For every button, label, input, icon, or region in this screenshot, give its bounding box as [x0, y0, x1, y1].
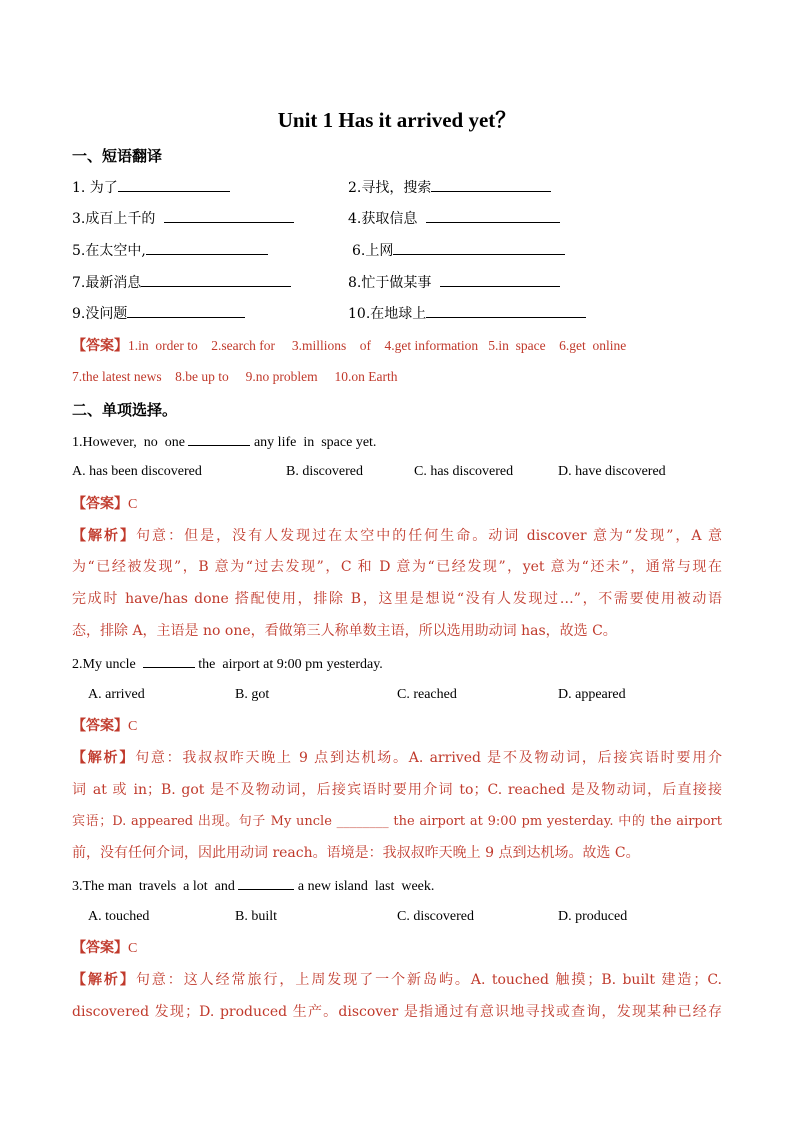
- answer-blank[interactable]: [118, 177, 230, 192]
- q2-option-a[interactable]: A. arrived: [88, 687, 145, 702]
- q1-analysis-line-4: 态，排除 A，主语是 no one，看做第三人称单数主语，所以选用助动词 has，故选 C。: [72, 623, 617, 639]
- q3-option-a[interactable]: A. touched: [88, 909, 150, 924]
- phrase-item-4: 4.获取信息: [348, 208, 560, 229]
- q2-option-d[interactable]: D. appeared: [558, 687, 626, 702]
- phrase-item-9: 9.没问题: [72, 303, 352, 324]
- q2-analysis-line-3: 宾语；D. appeared 出现。句子 My uncle ________ the airport at 9:00 pm yesterday. 中的 the airport: [72, 814, 722, 829]
- q2-analysis-line-2: 词 at 或 in；B. got 是不及物动词，后接宾语时要用介词 to；C. reached 是及物动词，后直接接: [72, 782, 722, 798]
- phrase-item-1: 1. 为了: [72, 177, 352, 198]
- phrase-item-10: 10.在地球上: [348, 303, 586, 324]
- answer-text: 1.in order to 2.search for 3.millions of 4.get information 5.in space 6.get online: [128, 338, 627, 353]
- answer-blank[interactable]: [426, 208, 560, 223]
- q3-option-b[interactable]: B. built: [235, 909, 278, 924]
- answer-blank[interactable]: [188, 431, 250, 446]
- answer-line-1: [72, 336, 722, 356]
- answer-blank[interactable]: [164, 208, 294, 223]
- q1-option-b[interactable]: B. discovered: [286, 464, 363, 479]
- q1-analysis-line-1: 【解析】句意：但是，没有人发现过在太空中的任何生命。动词 discover 意为“发现”，A 意: [72, 528, 722, 544]
- question-1-stem: 1.However, no one any life in space yet.: [72, 431, 722, 453]
- phrase-item-7: 7.最新消息: [72, 272, 352, 293]
- answer-blank[interactable]: [238, 875, 294, 890]
- phrase-item-8: 8.忙于做某事: [348, 272, 560, 293]
- phrase-item-2: 2.寻找，搜索: [348, 177, 551, 198]
- phrase-item-3: 3.成百上千的: [72, 208, 352, 229]
- answer-blank[interactable]: [146, 240, 268, 255]
- answer-blank[interactable]: [127, 303, 245, 318]
- answer-blank[interactable]: [440, 272, 560, 287]
- q1-analysis-line-3: 完成时 have/has done 搭配使用，排除 B，这里是想说“没有人发现过…”，不需要使用被动语: [72, 591, 722, 607]
- q3-option-d[interactable]: D. produced: [558, 909, 628, 924]
- answer-tag: 【答案】: [72, 338, 128, 354]
- section-heading-translation: 一、短语翻译: [72, 147, 163, 165]
- answer-blank[interactable]: [426, 303, 586, 318]
- question-2-stem: 2.My uncle the airport at 9:00 pm yesterday.: [72, 653, 722, 675]
- q1-option-c[interactable]: C. has discovered: [414, 464, 514, 479]
- q1-option-a[interactable]: A. has been discovered: [72, 464, 202, 479]
- phrase-item-5: 5.在太空中,: [72, 240, 352, 261]
- q3-answer: 【答案】C: [72, 940, 138, 956]
- answer-blank[interactable]: [431, 177, 551, 192]
- q3-analysis-line-2: discovered 发现；D. produced 生产。discover 是指通过有意识地寻找或查询，发现某种已经存: [72, 1004, 722, 1020]
- answer-blank[interactable]: [141, 272, 291, 287]
- q2-analysis-line-1: 【解析】句意：我叔叔昨天晚上 9 点到达机场。A. arrived 是不及物动词，后接宾语时要用介: [72, 750, 722, 766]
- answer-line-2: 7.the latest news 8.be up to 9.no problem 10.on Earth: [72, 369, 398, 384]
- q2-answer: 【答案】C: [72, 718, 138, 734]
- answer-blank[interactable]: [393, 240, 565, 255]
- q2-option-c[interactable]: C. reached: [397, 687, 457, 702]
- q1-analysis-line-2: 为“已经被发现”，B 意为“过去发现”，C 和 D 意为“已经发现”，yet 意为“还未”，通常与现在: [72, 559, 722, 575]
- page-title: Unit 1 Has it arrived yet？: [277, 108, 517, 132]
- answer-blank[interactable]: [143, 653, 195, 668]
- q2-analysis-line-4: 前，没有任何介词，因此用动词 reach。语境是：我叔叔昨天晚上 9 点到达机场。故选 C。: [72, 845, 640, 861]
- section-heading-multiple-choice: 二、单项选择。: [72, 401, 178, 419]
- q3-analysis-line-1: 【解析】句意：这人经常旅行，上周发现了一个新岛屿。A. touched 触摸；B. built 建造；C.: [72, 972, 723, 988]
- q3-option-c[interactable]: C. discovered: [397, 909, 474, 924]
- q2-option-b[interactable]: B. got: [235, 687, 270, 702]
- question-3-stem: 3.The man travels a lot and a new island last week.: [72, 875, 722, 897]
- phrase-item-6: 6.上网: [352, 240, 565, 261]
- q1-answer: 【答案】C: [72, 496, 138, 512]
- q1-option-d[interactable]: D. have discovered: [558, 464, 666, 479]
